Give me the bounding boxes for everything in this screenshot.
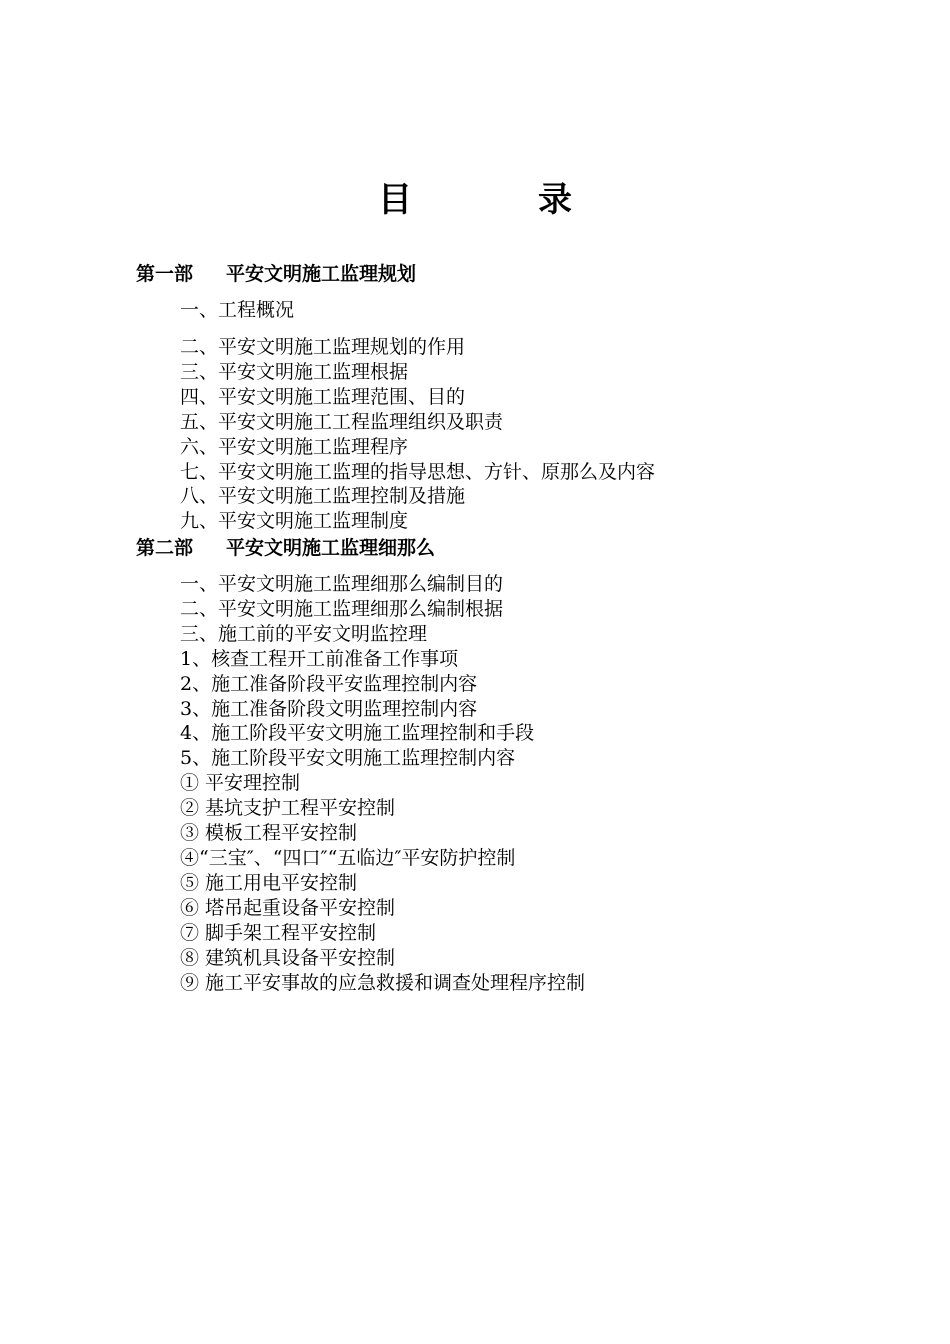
toc-item: 三、平安文明施工监理根据 <box>180 360 409 383</box>
toc-item: 三、施工前的平安文明监控理 <box>180 622 428 645</box>
toc-item: 五、平安文明施工工程监理组织及职责 <box>180 410 504 433</box>
part1-items <box>180 335 655 534</box>
part2-heading <box>136 536 435 560</box>
toc-item: 2、施工准备阶段平安监理控制内容 <box>180 672 478 695</box>
toc-item: 一、工程概况 <box>180 299 295 321</box>
toc-item: 3、施工准备阶段文明监理控制内容 <box>180 697 478 720</box>
toc-item: ④“三宝″、“四口″“五临边″平安防护控制 <box>180 846 516 869</box>
toc-item: ⑤ 施工用电平安控制 <box>180 871 358 894</box>
toc-item: ② 基坑支护工程平安控制 <box>180 797 396 820</box>
toc-item: 1、核查工程开工前准备工作事项 <box>180 647 459 670</box>
part1-name: 平安文明施工监理规划 <box>226 263 417 285</box>
part2-items <box>180 572 585 995</box>
toc-item: 四、平安文明施工监理范围、目的 <box>180 385 466 408</box>
page-title: 目 录 <box>378 180 618 220</box>
toc-item: 一、平安文明施工监理细那么编制目的 <box>180 573 504 595</box>
toc-item: 九、平安文明施工监理制度 <box>180 510 409 533</box>
toc-item: ⑥ 塔吊起重设备平安控制 <box>180 896 396 919</box>
toc-item: 七、平安文明施工监理的指导思想、方针、原那么及内容 <box>180 460 656 483</box>
part2-number: 第二部 <box>136 537 194 559</box>
part1-number: 第一部 <box>136 263 194 285</box>
toc-item: 八、平安文明施工监理控制及措施 <box>180 485 466 508</box>
toc-item: ⑨ 施工平安事故的应急救援和调查处理程序控制 <box>180 971 586 994</box>
toc-item: 二、平安文明施工监理规划的作用 <box>180 336 466 358</box>
toc-item: 4、施工阶段平安文明施工监理控制和手段 <box>180 722 535 745</box>
part1-first-list <box>180 298 294 323</box>
toc-item: 5、施工阶段平安文明施工监理控制内容 <box>180 747 516 770</box>
toc-item: 六、平安文明施工监理程序 <box>180 435 409 458</box>
part2-name: 平安文明施工监理细那么 <box>226 537 436 559</box>
toc-item: ③ 模板工程平安控制 <box>180 822 358 845</box>
toc-item: 二、平安文明施工监理细那么编制根据 <box>180 597 504 620</box>
toc-item: ⑧ 建筑机具设备平安控制 <box>180 946 396 969</box>
toc-item: ⑦ 脚手架工程平安控制 <box>180 921 377 944</box>
toc-item: ① 平安理控制 <box>180 772 301 795</box>
part1-heading <box>136 262 416 286</box>
